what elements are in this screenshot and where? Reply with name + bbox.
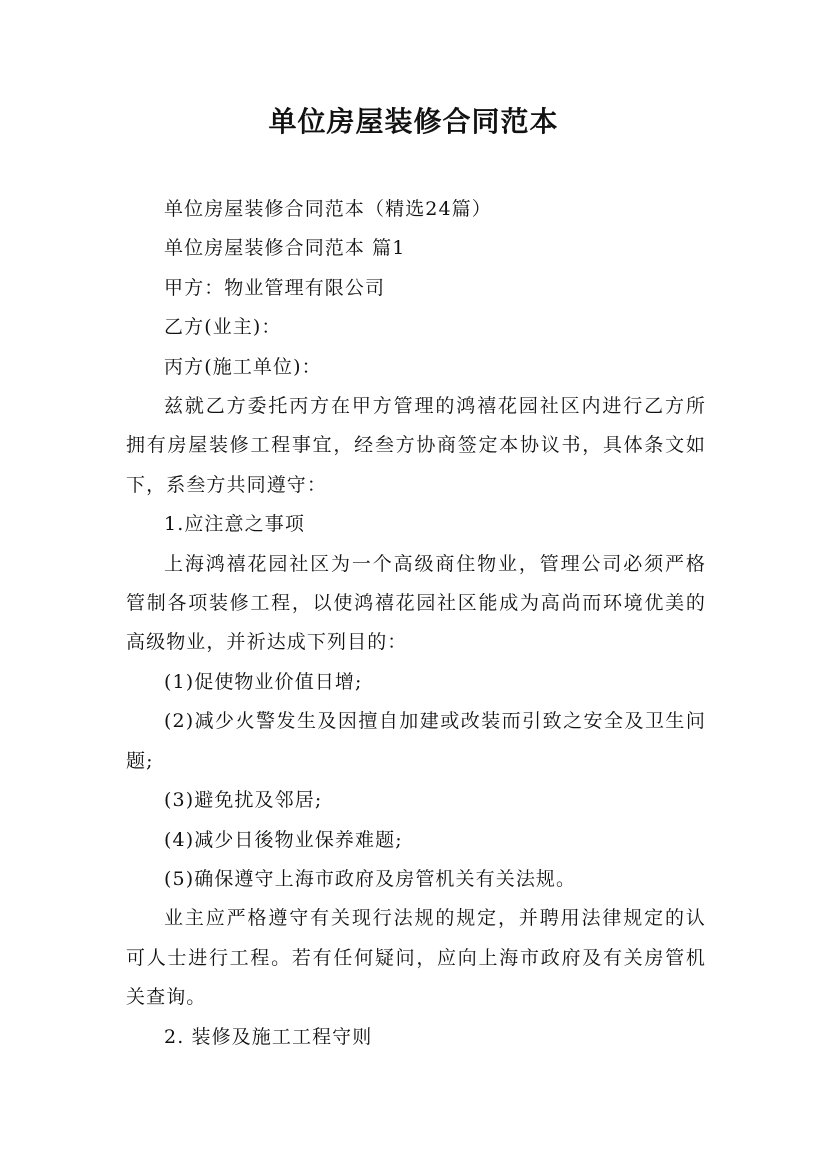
paragraph-compliance: 业主应严格遵守有关现行法规的规定，并聘用法律规定的认可人士进行工程。若有任何疑问，应向上海市政府及有关房管机关查询。	[126, 907, 706, 1009]
document-title: 单位房屋装修合同范本	[268, 105, 559, 138]
paragraph-collection-title: 单位房屋装修合同范本（精选24篇）	[164, 198, 492, 220]
paragraph-agreement-intro: 兹就乙方委托丙方在甲方管理的鸿禧花园社区内进行乙方所拥有房屋装修工程事宜，经叁方协商签定本协议书，具体条文如下，系叁方共同遵守：	[126, 395, 706, 496]
paragraph-party-b: 乙方(业主)：	[164, 316, 282, 339]
paragraph-item-1: (1)促使物业价值日增;	[164, 670, 363, 693]
paragraph-item-4: (4)减少日後物业保养难题;	[164, 828, 403, 851]
paragraph-party-a: 甲方：物业管理有限公司	[164, 276, 386, 299]
paragraph-item-2: (2)减少火警发生及因擅自加建或改装而引致之安全及卫生问题;	[126, 710, 706, 772]
paragraph-section-heading: 单位房屋装修合同范本 篇1	[164, 237, 406, 260]
paragraph-party-c: 丙方(施工单位)：	[164, 355, 322, 378]
document-body	[126, 190, 706, 1057]
paragraph-purpose: 上海鸿禧花园社区为一个高级商住物业，管理公司必须严格管制各项装修工程，以使鸿禧花园社区能成为高尚而环境优美的高级物业，并祈达成下列目的：	[126, 552, 706, 654]
paragraph-heading-1: 1.应注意之事项	[164, 513, 305, 536]
paragraph-item-5: (5)确保遵守上海市政府及房管机关有关法规。	[164, 867, 577, 890]
paragraph-item-3: (3)避免扰及邻居;	[164, 789, 323, 812]
paragraph-heading-2: 2. 装修及施工工程守则	[164, 1025, 373, 1048]
